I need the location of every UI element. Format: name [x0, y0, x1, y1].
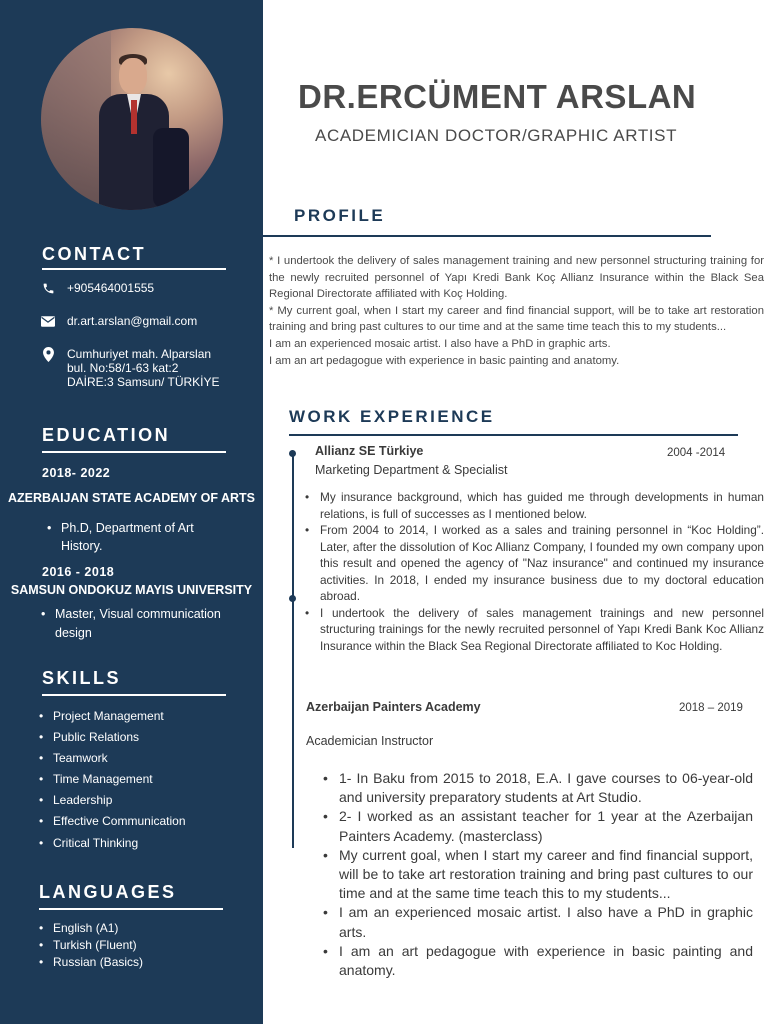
job-bullet: • I am an experienced mosaic artist. I also have a PhD in graphic arts.: [321, 903, 753, 941]
job-bullet: • My current goal, when I start my career and find financial support, will be to take art restoration training and bring past cultures to our time and at the same time teach this to my students...: [321, 846, 753, 904]
education-divider: [42, 451, 226, 453]
skill-item: • Leadership: [39, 790, 239, 811]
languages-heading: LANGUAGES: [39, 882, 177, 902]
education-degree-list: [47, 519, 217, 555]
profile-paragraph: * My current goal, when I start my career and find financial support, will be to take art restoration training and bring past cultures to our time and at the same time teach this to my students...: [269, 304, 764, 334]
education-years: 2018- 2022: [42, 466, 111, 480]
skill-item: • Project Management: [39, 706, 239, 727]
skill-item: • Critical Thinking: [39, 833, 239, 854]
job-dates: 2004 -2014: [667, 447, 726, 459]
profile-divider: [263, 235, 711, 237]
skill-item: • Time Management: [39, 769, 239, 790]
contact-heading: CONTACT: [42, 244, 147, 264]
full-name: DR.ERCÜMENT ARSLAN: [298, 78, 697, 115]
work-experience-divider: [289, 434, 738, 436]
job-title: ACADEMICIAN DOCTOR/GRAPHIC ARTIST: [315, 126, 678, 145]
location-pin-icon: [40, 347, 56, 361]
envelope-icon: [40, 314, 56, 328]
job-bullet: • My insurance background, which has guided me through developments in human relations, is full of successes as I mentioned below.: [303, 489, 764, 522]
sidebar: [0, 0, 263, 1024]
job-role: Marketing Department & Specialist: [315, 463, 508, 477]
job-company: Allianz SE Türkiye: [315, 444, 424, 458]
education-school: SAMSUN ONDOKUZ MAYIS UNIVERSITY: [10, 583, 253, 597]
education-degree: • Ph.D, Department of Art History.: [47, 519, 217, 555]
skills-divider: [42, 694, 226, 696]
language-item: • Turkish (Fluent): [39, 937, 239, 954]
contact-email: [40, 314, 197, 328]
timeline-dot: [289, 595, 296, 602]
job-dates: 2018 – 2019: [679, 702, 743, 714]
job-bullet-list: [303, 489, 764, 654]
job-bullet: • 1- In Baku from 2015 to 2018, E.A. I gave courses to 06-year-old and university preparatory students at Art Studio.: [321, 769, 753, 807]
profile-text: [269, 253, 764, 369]
profile-paragraph: * I undertook the delivery of sales management training and new personnel structuring training for the newly recruited personnel of Yapı Kredi Bank Koç Allianz Insurance within the Black Sea Regional Directorate affiliated with Koç Holding.: [269, 255, 764, 301]
job-bullet: • From 2004 to 2014, I worked as a sales and training personnel in “Koc Holding”. Later, after the dissolution of Koc Allianz Company, I founded my own company upon this result and opened the agency of "Naz insurance" and continued my insurance activities. In 2018, I ended my insurance business due to my doctoral education abroad.: [303, 522, 764, 605]
phone-number[interactable]: +905464001555: [67, 281, 155, 295]
education-heading: EDUCATION: [42, 425, 171, 445]
education-years: 2016 - 2018: [42, 565, 115, 579]
profile-paragraph: I am an art pedagogue with experience in basic painting and anatomy.: [269, 354, 620, 367]
phone-icon: [40, 281, 56, 295]
timeline-line: [292, 452, 294, 848]
contact-divider: [42, 268, 226, 270]
education-school: AZERBAIJAN STATE ACADEMY OF ARTS: [8, 491, 255, 505]
job-bullet: • I undertook the delivery of sales management trainings and new personnel structuring trainings for the newly recruited personnel of Yapı Kredi Bank Koc Allianz Insurance within the Black Sea Regional Directorate affiliated to Koc Holding.: [303, 605, 764, 655]
address-text: Cumhuriyet mah. Alparslan bul. No:58/1-63 kat:2 DAİRE:3 Samsun/ TÜRKİYE: [67, 347, 220, 389]
language-item: • English (A1): [39, 920, 239, 937]
education-degree: • Master, Visual communication design: [41, 605, 241, 643]
languages-divider: [39, 908, 223, 910]
skill-item: • Public Relations: [39, 727, 239, 748]
languages-list: [39, 920, 239, 971]
skill-item: • Effective Communication: [39, 811, 239, 832]
job-bullet-list: [321, 769, 753, 980]
education-degree-list: [41, 605, 241, 643]
email-address[interactable]: dr.art.arslan@gmail.com: [67, 314, 198, 328]
job-bullet: • I am an art pedagogue with experience in basic painting and anatomy.: [321, 942, 753, 980]
timeline-dot: [289, 450, 296, 457]
language-item: • Russian (Basics): [39, 954, 239, 971]
job-bullet: • 2- I worked as an assistant teacher for 1 year at the Azerbaijan Painters Academy. (masterclass): [321, 807, 753, 845]
profile-paragraph: I am an experienced mosaic artist. I also have a PhD in graphic arts.: [269, 337, 611, 350]
work-experience-heading: WORK EXPERIENCE: [289, 407, 495, 426]
job-role: Academician Instructor: [306, 734, 434, 748]
contact-address: [40, 347, 220, 389]
skill-item: • Teamwork: [39, 748, 239, 769]
contact-phone: [40, 281, 154, 295]
skills-list: [39, 706, 239, 854]
skills-heading: SKILLS: [42, 668, 122, 688]
profile-photo: [41, 28, 223, 210]
job-company: Azerbaijan Painters Academy: [306, 700, 481, 714]
profile-heading: PROFILE: [294, 206, 386, 225]
